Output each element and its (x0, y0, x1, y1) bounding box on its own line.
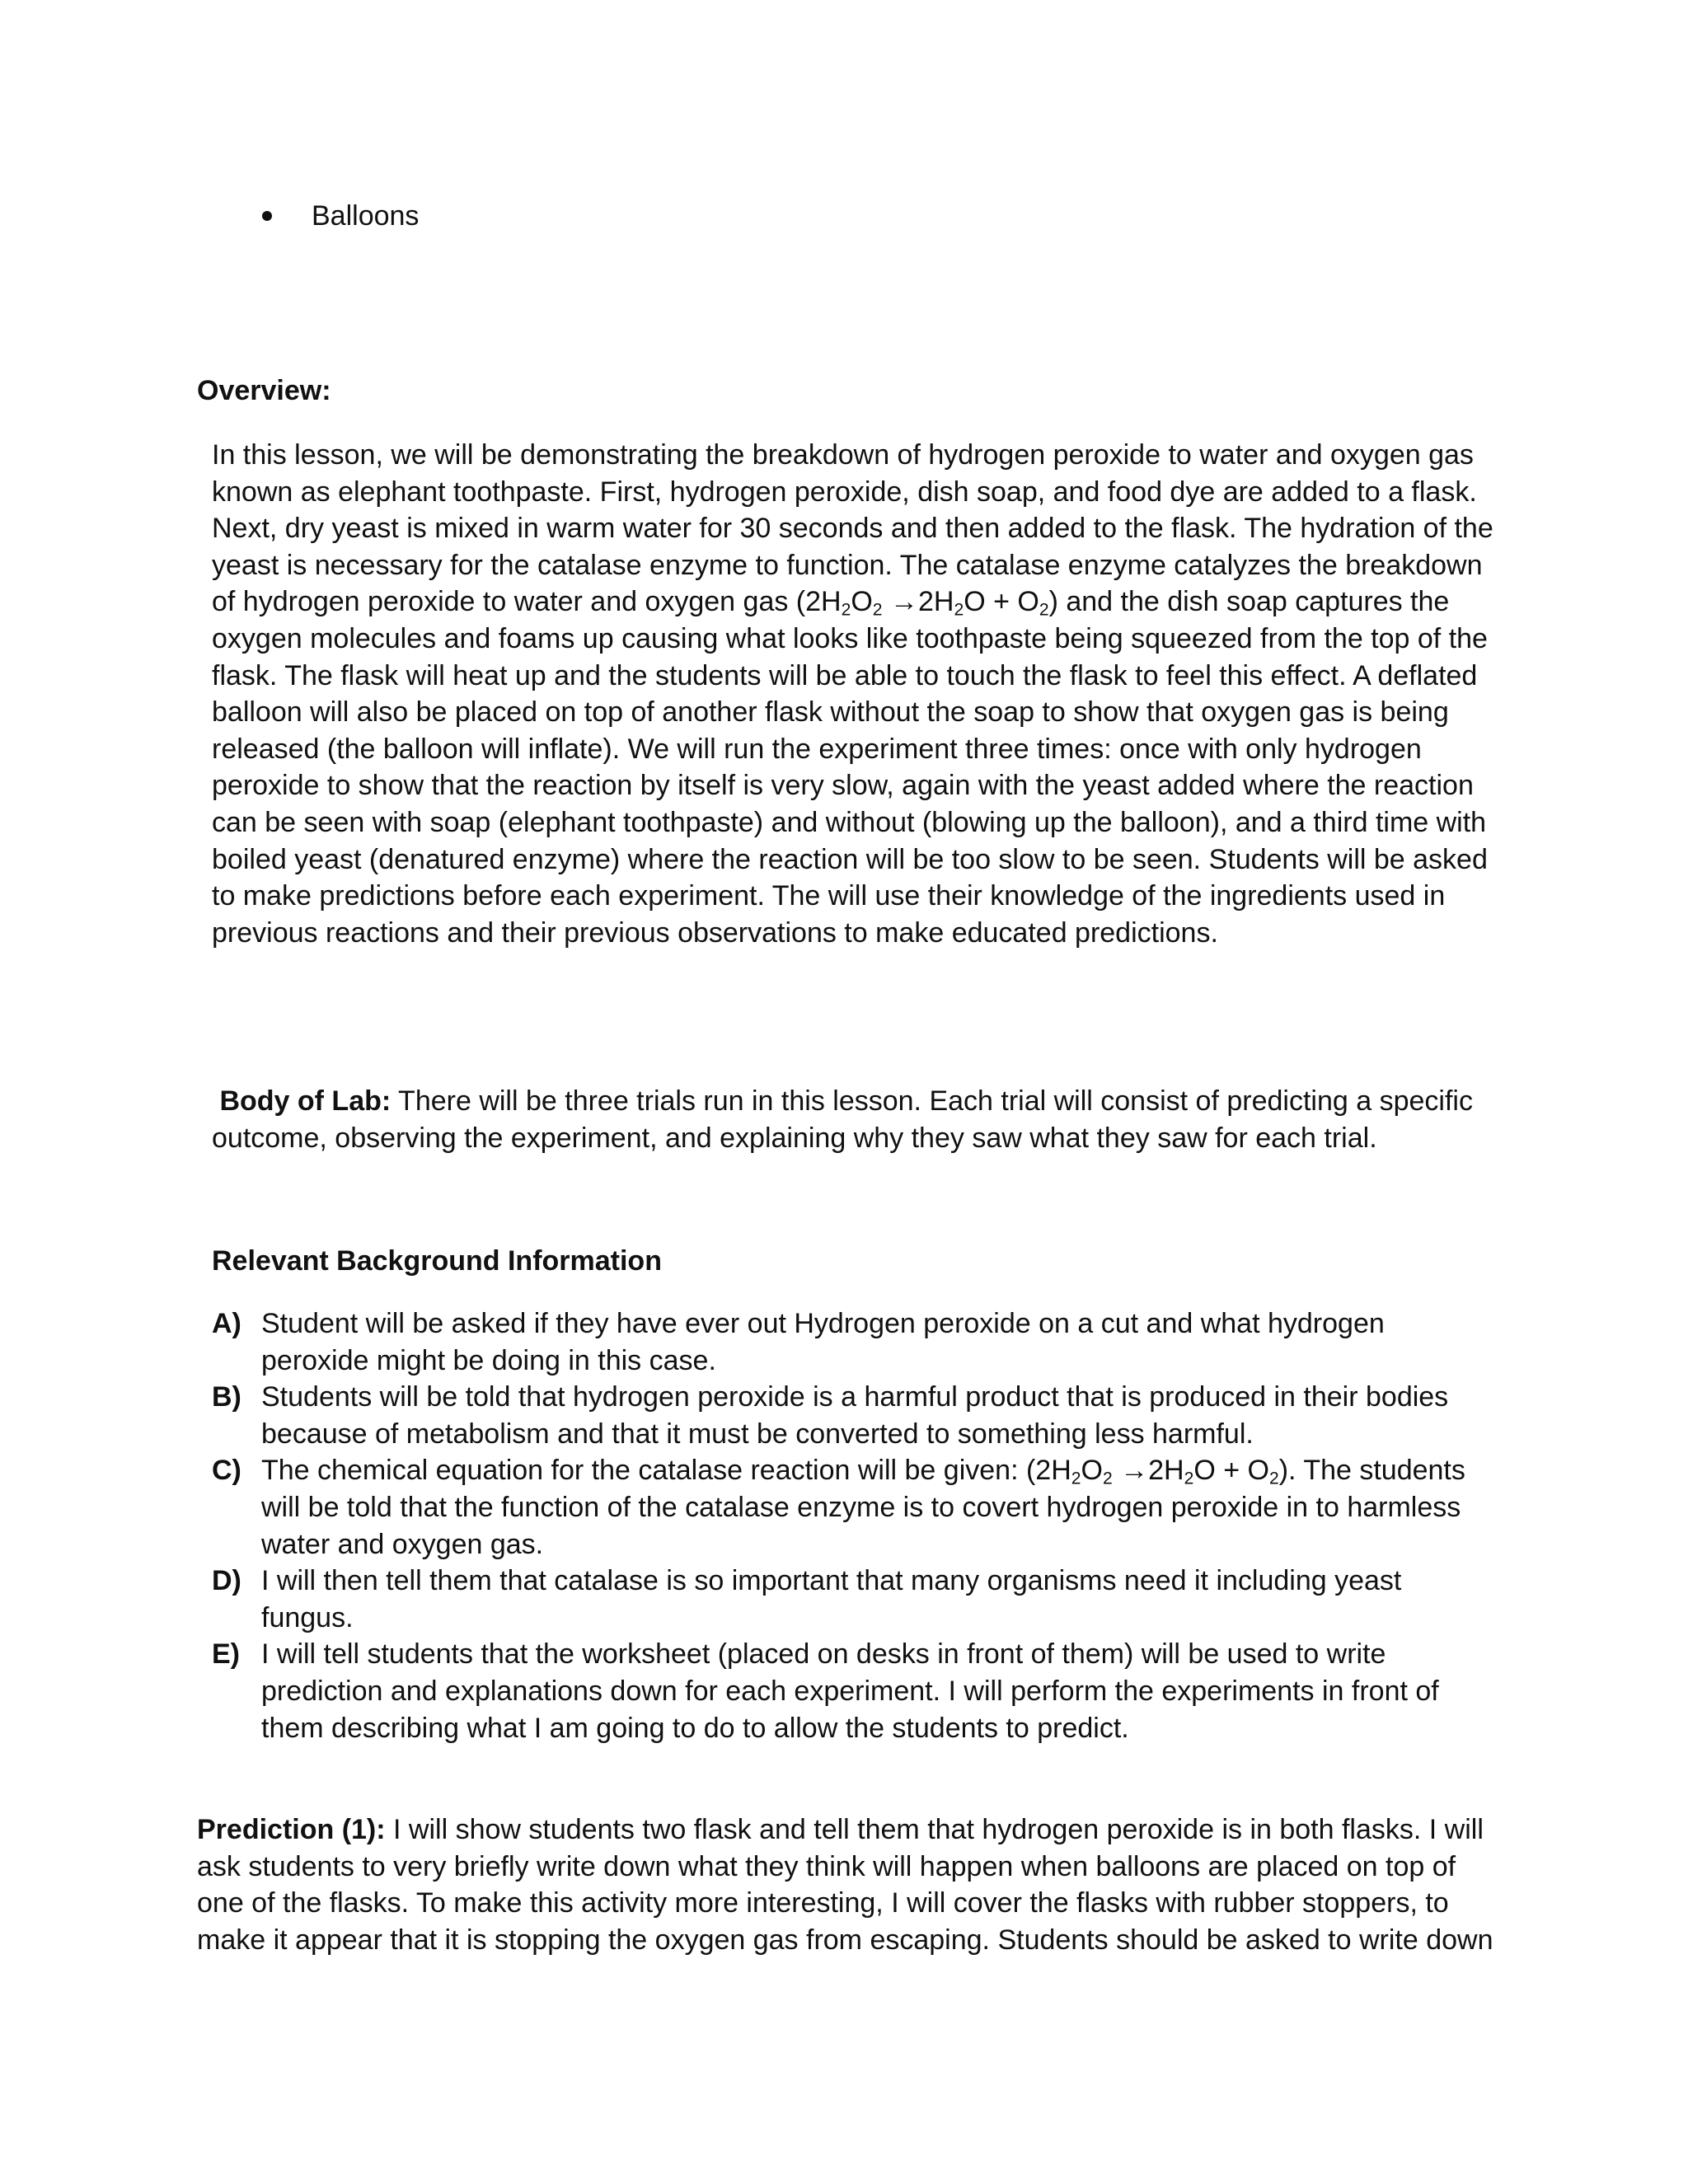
body-of-lab-paragraph (212, 1083, 1498, 1156)
list-item-text: I will tell students that the worksheet (placed on desks in front of them) will be used to write prediction and explanations down for each experiment. I will perform the experiments in front of them describing what I am going to do to allow the students to predict. (261, 1638, 1439, 1744)
list-item (212, 1379, 1498, 1452)
list-marker: E) (212, 1638, 240, 1671)
body-of-lab-label: Body of Lab: (219, 1085, 392, 1117)
equation: $2H_2O_2 \to 2H_2O + O_2$ (1035, 1455, 1279, 1488)
prediction-text: I will show students two flask and tell them that hydrogen peroxide is in both flasks. I will ask students to very briefly write down what they think will happen when balloons are placed on top of one of the flasks. To make this activity more interesting, I will cover the flasks with rubber stoppers, to make it appear that it is stopping the oxygen gas from escaping. Students should be asked to write down (197, 1814, 1493, 1956)
overview-heading: Overview: (197, 375, 331, 406)
list-marker: D) (212, 1565, 241, 1597)
background-heading: Relevant Background Information (212, 1245, 662, 1277)
list-item (262, 198, 419, 234)
overview-text-part1: In this lesson, we will be demonstrating the breakdown of hydrogen peroxide to water and oxygen gas known as elephant toothpaste. First, hydrogen peroxide, dish soap, and food dye are added to a flask. Next, dry yeast is mixed in warm water for 30 seconds and then added to the flask. The hydration of the yeast is necessary for the catalase enzyme to function. The catalase enzyme catalyzes the breakdown of hydrogen peroxide to water and oxygen gas ( (212, 439, 1493, 618)
list-item-text: The chemical equation for the catalase reaction will be given: $(2H_2O_2 \to 2H_2O + O_2)$. The students will be told that the function of the catalase enzyme is to covert hydrogen peroxide in to harmless water and oxygen gas. (261, 1455, 1465, 1560)
list-item-text: I will then tell them that catalase is so important that many organisms need it including yeast fungus. (261, 1565, 1402, 1633)
list-item (212, 1305, 1498, 1379)
prediction-paragraph (197, 1811, 1499, 1958)
prediction-label: Prediction (1): (197, 1814, 386, 1845)
bullet-icon (262, 211, 272, 221)
arrow-icon: → (882, 586, 918, 618)
list-item (212, 1563, 1498, 1636)
background-list (212, 1305, 1498, 1746)
list-marker: C) (212, 1455, 241, 1487)
materials-list (262, 198, 419, 234)
list-marker: B) (212, 1381, 241, 1413)
body-of-lab-text: There will be three trials run in this lesson. Each trial will consist of predicting a specific outcome, observing the experiment, and explaining why they saw what they saw for each trial. (212, 1085, 1473, 1154)
list-item-text: Student will be asked if they have ever out Hydrogen peroxide on a cut and what hydrogen peroxide might be doing in this case. (261, 1308, 1385, 1376)
list-marker: A) (212, 1308, 241, 1339)
overview-text-part2: ) and the dish soap captures the oxygen molecules and foams up causing what looks like toothpaste being squeezed from the top of the flask. The flask will heat up and the students will be able to touch the flask to feel this effect. A deflated balloon will also be placed on top of another flask without the soap to show that oxygen gas is being released (the balloon will inflate). We will run the experiment three times: once with only hydrogen peroxide to show that the reaction by itself is very slow, again with the yeast added where the reaction can be seen with soap (elephant toothpaste) and without (blowing up the balloon), and a third time with boiled yeast (denatured enzyme) where the reaction will be too slow to be seen. Students will be asked to make predictions before each experiment. The will use their knowledge of the ingredients used in previous reactions and their previous observations to make educated predictions. (212, 586, 1488, 949)
overview-paragraph (212, 437, 1498, 951)
list-item (212, 1636, 1498, 1746)
material-label: Balloons (312, 200, 420, 232)
list-item-text: Students will be told that hydrogen peroxide is a harmful product that is produced in their bodies because of metabolism and that it must be converted to something less harmful. (261, 1381, 1449, 1450)
arrow-icon: → (1112, 1455, 1149, 1487)
list-item (212, 1452, 1498, 1563)
equation: $2H_2O_2 \to 2H_2O + O_2$ (805, 586, 1049, 620)
